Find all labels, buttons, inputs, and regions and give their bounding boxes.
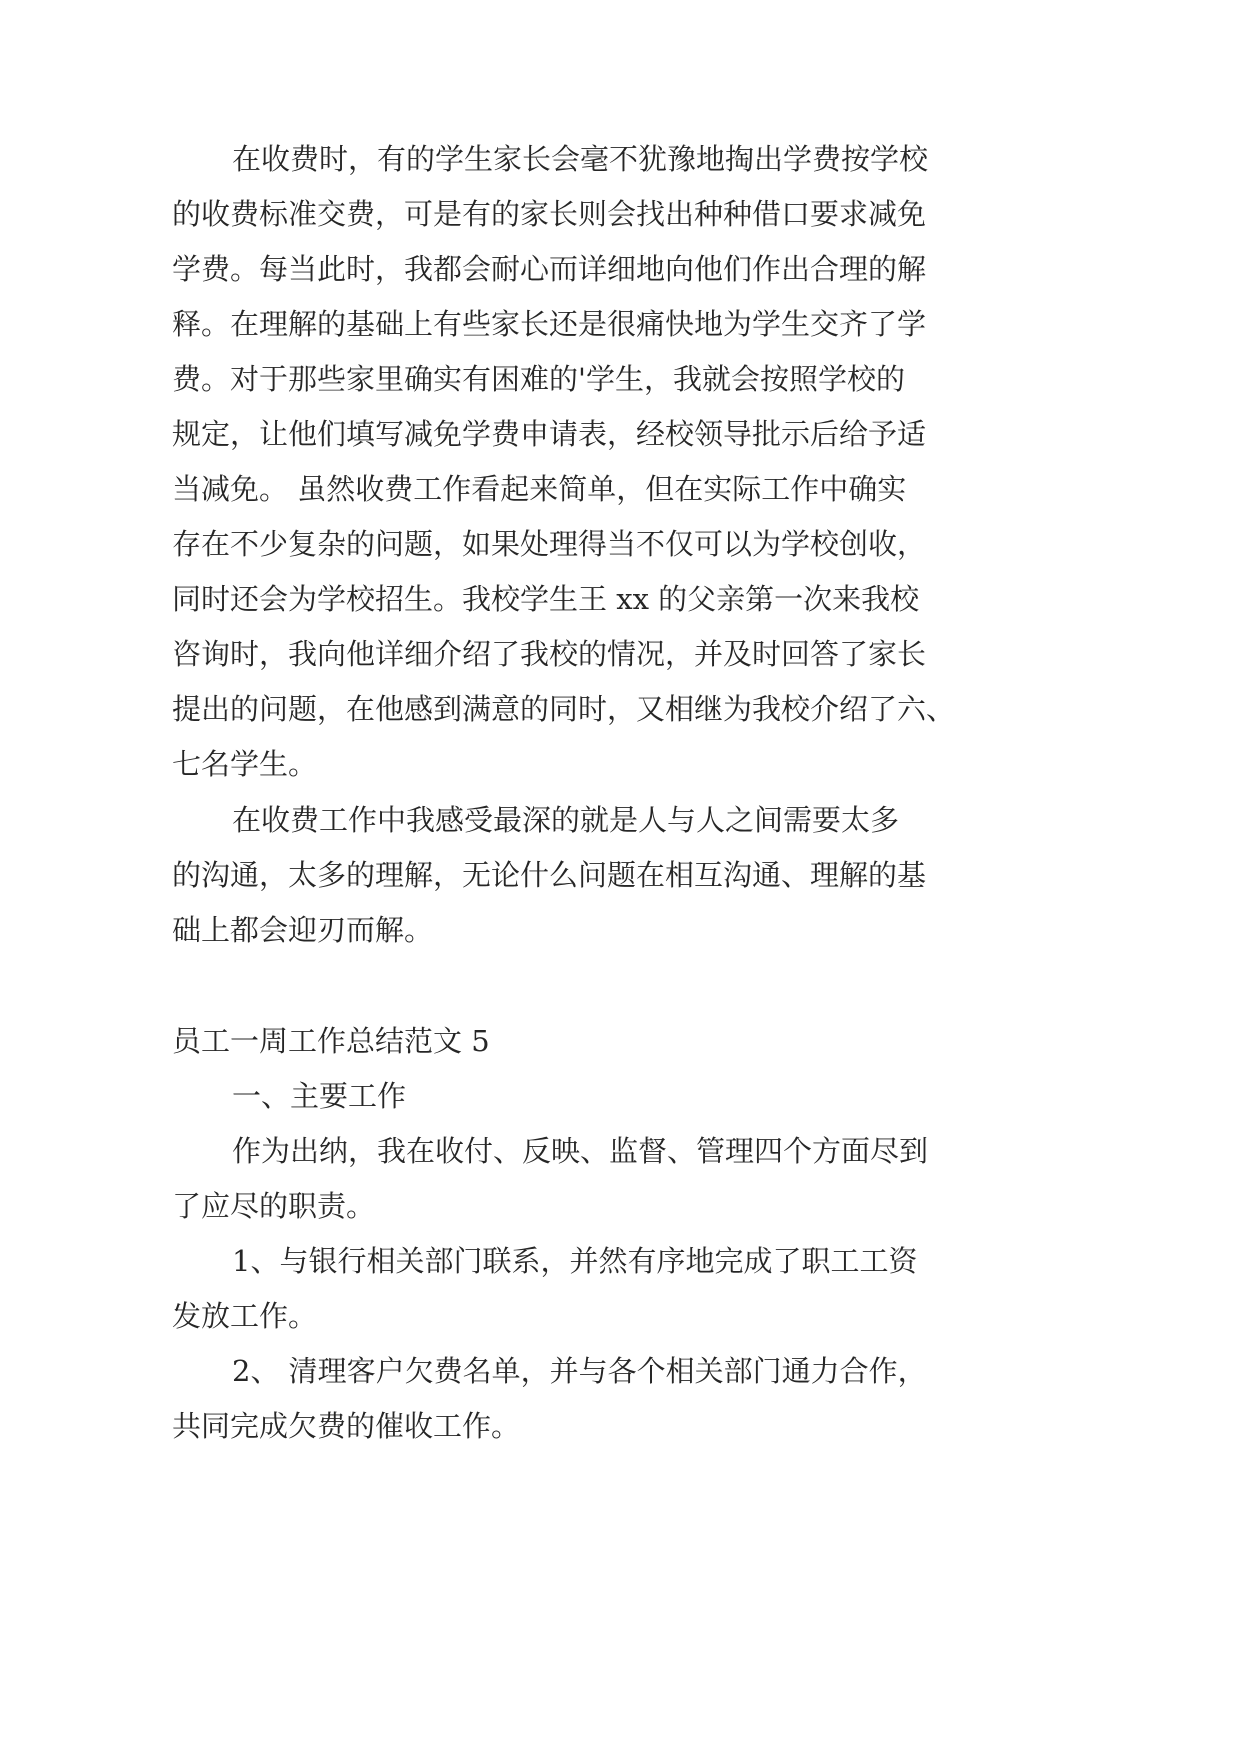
paragraph-1-line-6: 规定，让他们填写减免学费申请表，经校领导批示后给予适 [172,417,927,451]
paragraph-2-line-3: 础上都会迎刃而解。 [172,913,434,947]
paragraph-1-line-5: 费。对于那些家里确实有困难的'学生，我就会按照学校的 [172,362,905,396]
paragraph-1-line-3: 学费。每当此时，我都会耐心而详细地向他们作出合理的解 [172,252,927,286]
subsection-heading: 一、主要工作 [232,1079,407,1113]
paragraph-1-line-11: 提出的问题，在他感到满意的同时，又相继为我校介绍了六、 [172,692,956,726]
paragraph-1-line-4: 释。在理解的基础上有些家长还是很痛快地为学生交齐了学 [172,307,927,341]
paragraph-1-line-12: 七名学生。 [172,747,318,781]
paragraph-1-line-9: 同时还会为学校招生。我校学生王 xx 的父亲第一次来我校 [172,582,920,616]
paragraph-1-line-10: 咨询时，我向他详细介绍了我校的情况，并及时回答了家长 [172,637,927,671]
paragraph-1-line-1: 在收费时，有的学生家长会毫不犹豫地掏出学费按学校 [232,142,929,176]
paragraph-2-line-2: 的沟通，太多的理解，无论什么问题在相互沟通、理解的基 [172,858,927,892]
list-item-2-line-1: 2、 清理客户欠费名单，并与各个相关部门通力合作， [232,1354,927,1388]
section-heading: 员工一周工作总结范文 5 [172,1024,490,1058]
list-item-1-line-2: 发放工作。 [172,1299,318,1333]
list-item-1-line-1: 1、与银行相关部门联系，并然有序地完成了职工工资 [232,1244,918,1278]
list-item-2-line-2: 共同完成欠费的催收工作。 [172,1409,521,1443]
paragraph-1-line-2: 的收费标准交费，可是有的家长则会找出种种借口要求减免 [172,197,927,231]
paragraph-1-line-8: 存在不少复杂的问题，如果处理得当不仅可以为学校创收， [172,527,927,561]
paragraph-1-line-7: 当减免。 虽然收费工作看起来简单，但在实际工作中确实 [172,472,907,506]
paragraph-2-line-1: 在收费工作中我感受最深的就是人与人之间需要太多 [232,803,900,837]
paragraph-3-line-2: 了应尽的职责。 [172,1189,376,1223]
paragraph-3-line-1: 作为出纳，我在收付、反映、监督、管理四个方面尽到 [232,1134,929,1168]
